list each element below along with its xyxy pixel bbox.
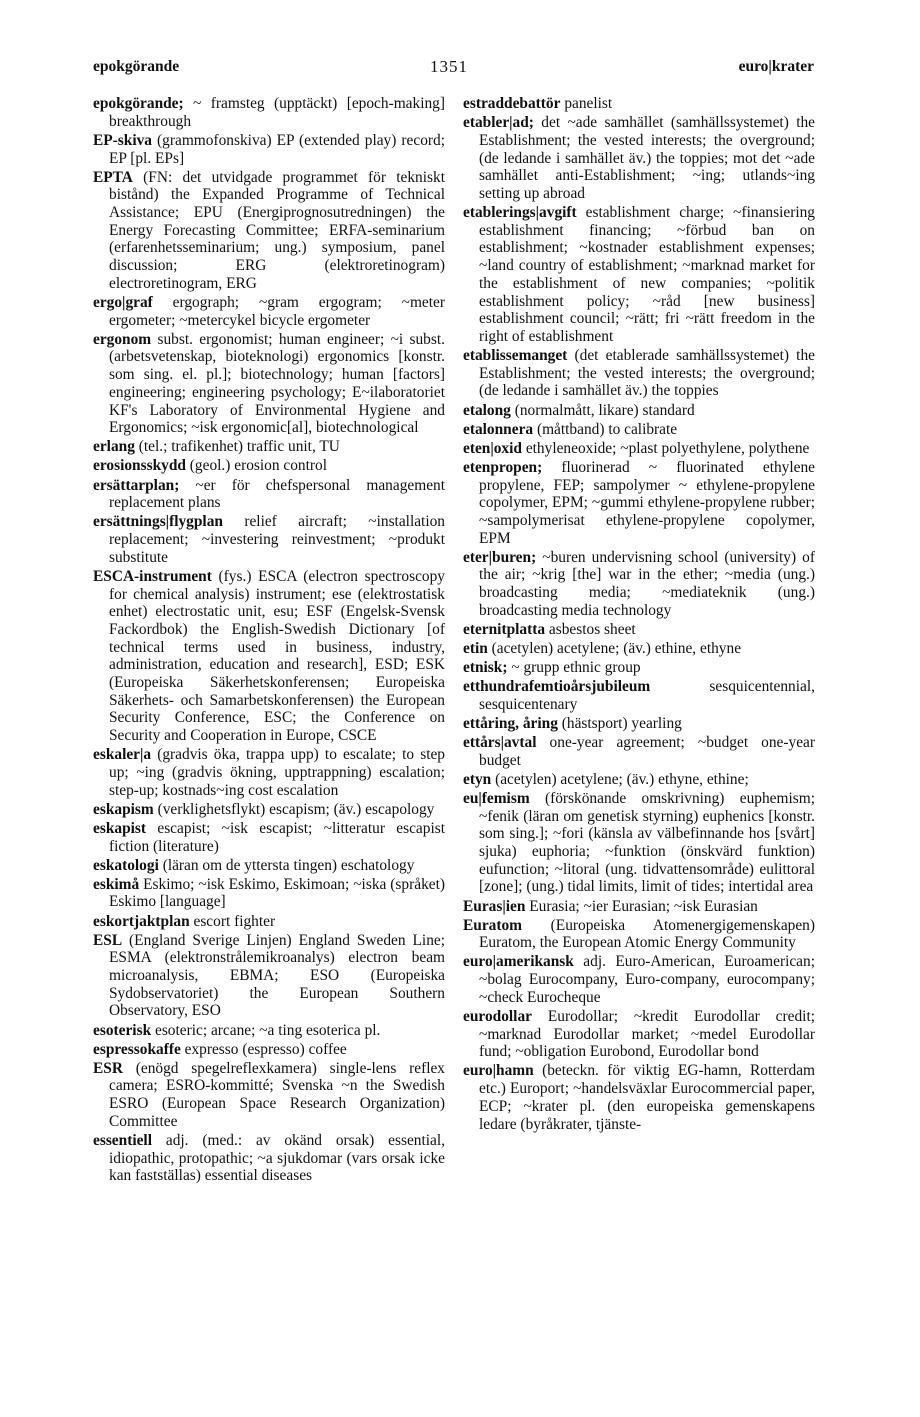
headword: eskapist [93, 819, 147, 837]
dictionary-entry [463, 440, 815, 458]
headword: Euratom [463, 916, 522, 934]
dictionary-entry [463, 953, 815, 1006]
dictionary-entry [93, 132, 445, 167]
definition-text: (acetylen) acetylene; (äv.) ethyne, ethine; [491, 770, 749, 788]
dictionary-entry [93, 457, 445, 475]
definition-text: (det etablerade samhällssystemet) the Establishment; the vested interests; the overground; (de ledande i samhället äv.) the toppies [479, 347, 815, 400]
dictionary-entry [93, 1060, 445, 1131]
headword: eskapism [93, 800, 154, 818]
right-column [463, 95, 815, 1135]
headword: etablissemanget [463, 347, 568, 365]
definition-text: (England Sverige Linjen) England Sweden Line; ESMA (elektronstrålemikroanalys) electron beam microanalysis, EBMA; ESO (Europeiska Sydobservatoriet) the European Southern Observatory, ESO [109, 931, 445, 1020]
headword: erlang [93, 438, 135, 456]
dictionary-entry [93, 513, 445, 566]
dictionary-entry [93, 1041, 445, 1059]
headword: etenpropen; [463, 458, 543, 476]
headword: etalonnera [463, 420, 534, 438]
headword: ESCA-instrument [93, 567, 212, 585]
headword: esoterisk [93, 1021, 152, 1039]
headword: ESL [93, 931, 123, 949]
definition-text: expresso (espresso) coffee [180, 1040, 347, 1058]
dictionary-entry [463, 790, 815, 896]
definition-text: (förskönande omskrivning) euphemism; ~fenik (läran om genetisk styrning) euphenics [konstr. som sing.]; ~fori (känsla av välbefinnande hos [svårt] sjuka) euphoria; ~funktion (önskvärd funktion) eufunction; ~litoral (ung. tidvattensområde) eulittoral [zone]; (ung.) tidal limits, limit of tides; intertidal area [479, 789, 815, 896]
definition-text: one-year agreement; ~budget one-year budget [479, 734, 815, 769]
dictionary-entry [463, 114, 815, 203]
headword: etyn [463, 770, 492, 788]
dictionary-entry [463, 1008, 815, 1061]
dictionary-entry [463, 347, 815, 400]
headword: estraddebattör [463, 95, 561, 112]
dictionary-entry [463, 459, 815, 548]
headword: ESR [93, 1059, 123, 1077]
headword: eurodollar [463, 1007, 532, 1025]
definition-text: (enögd spegelreflexkamera) single-lens reflex camera; ESRO-kommitté; Svenska ~n the Swedish ESRO (European Space Research Organization) Committee [109, 1059, 445, 1130]
definition-text: ergograph; ~gram ergogram; ~meter ergometer; ~metercykel bicycle ergometer [109, 293, 445, 329]
dictionary-entry [463, 549, 815, 620]
headword: eskaler|a [93, 746, 152, 764]
dictionary-entry [463, 421, 815, 439]
definition-text: (fys.) ESCA (electron spectroscopy for chemical analysis) instrument; ese (elektrostatisk enhet) electrostatic unit, esu; ESF (Engelsk-Svensk Fackordbok) the English-Swedish Dictionary [of technical terms used in business, industry, administration, education and research], ESD; ESK (Europeiska Säkerhetskonferensen; Europeiska Säkerhets- och Samarbetskonferensen) the European Security Conference, ESC; the Conference on Security and Cooperation in Europe, CSCE [109, 567, 445, 745]
page-number: 1351 [430, 57, 468, 76]
dictionary-entry [93, 294, 445, 329]
headword: espressokaffe [93, 1040, 181, 1058]
dictionary-entry [93, 876, 445, 911]
headword: ersättnings|flygplan [93, 513, 223, 531]
headword: eternitplatta [463, 620, 546, 638]
headword: eu|femism [463, 789, 530, 807]
dictionary-entry [463, 715, 815, 733]
definition-text: panelist [560, 95, 613, 112]
headword: etablerings|avgift [463, 204, 577, 221]
definition-text: (måttband) to calibrate [533, 420, 678, 438]
dictionary-entry [93, 746, 445, 799]
dictionary-entry [463, 771, 815, 789]
definition-text: (geol.) erosion control [185, 457, 327, 475]
definition-text: establishment charge; ~finansiering establishment financing; ~förbud ban on establishment; ~kostnader establishment expenses; ~land country of establishment; ~marknad market for the establishment of new companies; ~politik establishment policy; ~råd [new business] establishment council; ~rätt; fri ~rätt freedom in the right of establishment [479, 204, 815, 345]
headword: epokgörande; [93, 95, 184, 112]
headword: EPTA [93, 168, 133, 186]
dictionary-entry [93, 857, 445, 875]
definition-text: fluorinerad ~ fluorinated ethylene propylene, FEP; sampolymer ~ ethylene-propylene copolymer, EPM; ~gummi ethylene-propylene rubber; ~sampolymerisat ethylene-propylene copolymer, EPM [479, 458, 815, 547]
definition-text: ~er för chefspersonal management replacement plans [109, 476, 445, 512]
dictionary-entry [463, 898, 815, 916]
definition-text: (Europeiska Atomenergigemenskapen) Euratom, the European Atomic Energy Community [479, 916, 815, 952]
definition-text: (beteckn. för viktig EG-hamn, Rotterdam etc.) Europort; ~handelsväxlar Eurocommercial paper, ECP; ~krater pl. (den europeiska gemenskapens ledare (byråkrater, tjänste- [479, 1062, 815, 1133]
running-head-left: epokgörande [93, 58, 180, 75]
definition-text: (acetylen) acetylene; (äv.) ethine, ethyne [487, 640, 742, 657]
definition-text: relief aircraft; ~installation replacement; ~investering reinvestment; ~produkt substitute [109, 513, 445, 566]
definition-text: (FN: det utvidgade programmet för tekniskt bistånd) the Expanded Programme of Technical Assistance; EPU (Energiprognosutredningen) the Energy Forecasting Committee; ERFA-seminarium (erfarenhetsseminarium; ung.) symposium, panel discussion; ERG (elektroretinogram) electroretinogram, ERG [109, 168, 445, 292]
definition-text: ~ grupp ethnic group [507, 659, 641, 677]
dictionary-entry [93, 820, 445, 855]
dictionary-entry [463, 640, 815, 658]
headword: etthundrafemtioårsjubileum [463, 678, 651, 696]
definition-text: (verklighetsflykt) escapism; (äv.) escapology [153, 800, 435, 818]
dictionary-entry [463, 95, 815, 113]
headword: eten|oxid [463, 439, 522, 457]
dictionary-entry [463, 734, 815, 769]
headword: ettårs|avtal [463, 734, 537, 752]
definition-text: ~ framsteg (upptäckt) [epoch-making] breakthrough [109, 95, 445, 130]
headword: ergonom [93, 330, 152, 348]
headword: ettåring, åring [463, 714, 558, 732]
headword: eskimå [93, 875, 140, 893]
headword: eter|buren; [463, 548, 537, 566]
definition-text: (hästsport) yearling [557, 714, 682, 732]
headword: erosionsskydd [93, 457, 186, 475]
headword: essentiell [93, 1131, 152, 1149]
definition-text: (grammofonskiva) EP (extended play) record; EP [pl. EPs] [109, 131, 445, 167]
definition-text: (tel.; trafikenhet) traffic unit, TU [134, 438, 340, 456]
headword: eskortjaktplan [93, 912, 190, 930]
definition-text: ethyleneoxide; ~plast polyethylene, polythene [521, 439, 810, 457]
definition-text: escapist; ~isk escapist; ~litteratur escapist fiction (literature) [109, 819, 445, 855]
dictionary-entry [93, 1132, 445, 1185]
dictionary-entry [93, 477, 445, 512]
headword: eskatologi [93, 856, 159, 874]
dictionary-entry [93, 1022, 445, 1040]
definition-text: det ~ade samhället (samhällssystemet) the Establishment; the vested interests; the overground; (de ledande i samhället äv.) the toppies; mot det ~ade samhället anti-Establishment; ~ing; utlands~ing setting up abroad [479, 114, 815, 202]
headword: euro|hamn [463, 1062, 534, 1080]
definition-text: (läran om de yttersta tingen) eschatology [158, 856, 415, 874]
definition-text: escort fighter [189, 912, 276, 930]
dictionary-entry [463, 204, 815, 346]
definition-text: adj. Euro-American, Euroamerican; ~bolag Eurocompany, Euro-company, eurocompany; ~check Eurocheque [479, 953, 815, 1006]
dictionary-entry [463, 917, 815, 952]
dictionary-entry [93, 438, 445, 456]
headword: ersättarplan; [93, 476, 180, 494]
definition-text: Eskimo; ~isk Eskimo, Eskimoan; ~iska (språket) Eskimo [language] [109, 875, 445, 911]
dictionary-entry [463, 659, 815, 677]
definition-text: asbestos sheet [545, 620, 636, 638]
left-column [93, 95, 445, 1186]
definition-text: adj. (med.: av okänd orsak) essential, idiopathic, protopathic; ~a sjukdomar (vars orsak icke kan fastställas) essential diseases [109, 1131, 445, 1185]
dictionary-entry [463, 678, 815, 713]
definition-text: esoteric; arcane; ~a ting esoterica pl. [151, 1021, 381, 1039]
dictionary-entry [93, 932, 445, 1021]
dictionary-entry [93, 801, 445, 819]
dictionary-entry [93, 95, 445, 130]
dictionary-entry [93, 169, 445, 293]
running-head-right: euro|krater [738, 58, 814, 75]
definition-text: Eurasia; ~ier Eurasian; ~isk Eurasian [525, 897, 758, 915]
headword: euro|amerikansk [463, 953, 574, 971]
dictionary-entry [93, 331, 445, 437]
headword: Euras|ien [463, 897, 526, 915]
definition-text: (gradvis öka, trappa upp) to escalate; to step up; ~ing (gradvis ökning, upptrappning) escalation; step-up; kostnads~ing cost escalation [109, 746, 445, 799]
definition-text: Eurodollar; ~kredit Eurodollar credit; ~marknad Eurodollar market; ~medel Eurodollar fund; ~obligation Eurobond, Eurodollar bond [479, 1007, 815, 1061]
definition-text: ~buren undervisning school (university) of the air; ~krig [the] war in the ether; ~media (ung.) broadcasting media; ~mediateknik (ung.) broadcasting media technology [479, 548, 815, 619]
headword: EP-skiva [93, 131, 153, 149]
dictionary-entry [93, 913, 445, 931]
headword: ergo|graf [93, 293, 153, 311]
headword: etin [463, 640, 488, 657]
dictionary-entry [463, 621, 815, 639]
headword: etalong [463, 401, 511, 419]
definition-text: subst. ergonomist; human engineer; ~i subst. (arbetsvetenskap, bioteknologi) ergonomics [konstr. som sing. el. pl.]; biotechnology; human [factors] engineering; engineering psychology; E~ilaboratoriet KF's Laboratory of Environmental Hygiene and Ergonomics; ~isk ergonomic[al], biotechnological [109, 330, 445, 437]
headword: etnisk; [463, 659, 508, 677]
definition-text: sesquicentennial, sesquicentenary [479, 678, 815, 713]
dictionary-entry [463, 402, 815, 420]
dictionary-entry [93, 568, 445, 745]
headword: etabler|ad; [463, 114, 534, 132]
dictionary-entry [463, 1062, 815, 1133]
definition-text: (normalmått, likare) standard [510, 401, 695, 419]
